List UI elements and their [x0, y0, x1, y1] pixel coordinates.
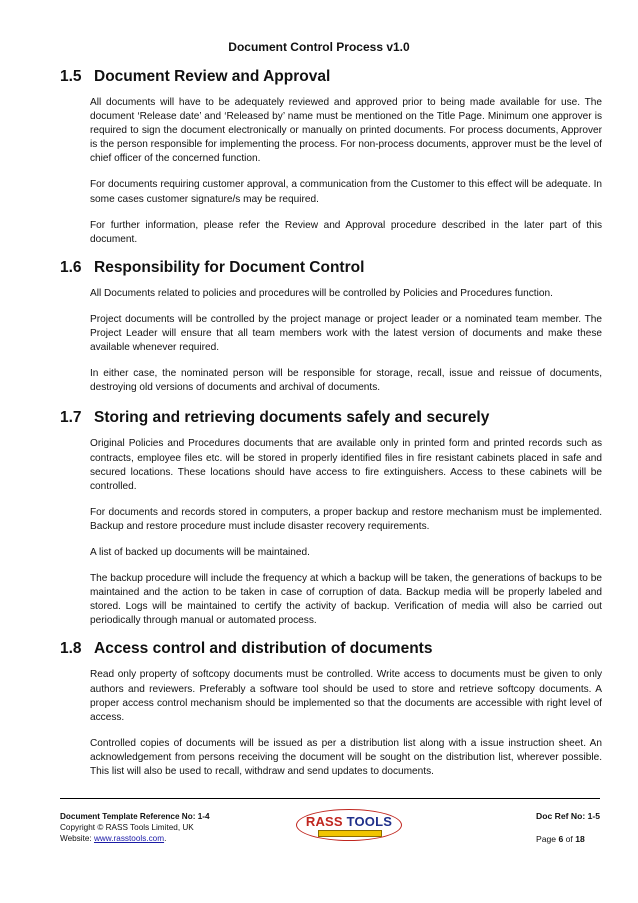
section-1-8: [60, 640, 602, 779]
section-title: Document Review and Approval: [94, 68, 331, 85]
page-prefix: Page: [536, 834, 559, 844]
logo-text-tools: TOOLS: [346, 814, 393, 829]
section-1-6: [60, 259, 602, 396]
page-header-title: Document Control Process v1.0: [228, 40, 410, 54]
page-footer: [60, 798, 600, 859]
website-line: [60, 833, 210, 844]
section-heading: [60, 259, 602, 277]
template-reference: Document Template Reference No: 1-4: [60, 812, 210, 821]
section-title: Access control and distribution of documents: [94, 640, 433, 658]
section-number: 1.8: [60, 640, 82, 658]
page-total: 18: [575, 834, 585, 844]
page-current: 6: [558, 834, 564, 844]
footer-right-block: [536, 811, 600, 845]
paragraph: In either case, the nominated person will be responsible for storage, recall, issue and reissue of documents, destroying old versions of documents and archival of documents.: [90, 368, 602, 394]
website-link[interactable]: www.rasstools.com: [93, 834, 165, 843]
website-label: Website:: [60, 834, 94, 843]
paragraph: Read only property of softcopy documents must be controlled. Write access to documents must be given to only authors and reviewers. Preferably a software tool should be used to store and retrieve softcopy documents. A proper access control mechanism should be implemented so that the documents are accessible with right level of access.: [90, 669, 602, 723]
paragraph: A list of backed up documents will be maintained.: [90, 546, 310, 558]
logo-wordmark: [296, 814, 402, 829]
section-heading: [60, 640, 602, 658]
section-1-7: [60, 409, 602, 628]
paragraph: The backup procedure will include the frequency at which a backup will be taken, the generations of backups to be maintained and the action to be taken in case of corruption of data. Backup media will be properly labeled and stored. Logs will be maintained to certify the activity of backup. Verification of media will also be carried out periodically through manual or automated process.: [90, 573, 602, 627]
paragraph: For further information, please refer the Review and Approval procedure described in the later part of this document.: [90, 219, 602, 245]
page-of: of: [563, 834, 576, 844]
copyright-text: Copyright © RASS Tools Limited, UK: [60, 823, 194, 832]
section-heading: [60, 409, 602, 427]
section-1-5: [60, 68, 602, 247]
section-number: 1.7: [60, 409, 82, 427]
footer-left-block: [60, 811, 210, 844]
doc-ref-number: Doc Ref No: 1-5: [536, 811, 600, 821]
logo-text-rass: RASS: [305, 814, 343, 829]
section-heading: [60, 68, 602, 86]
paragraph: Controlled copies of documents will be issued as per a distribution list along with a issue instruction sheet. An acknowledgement from persons receiving the document will be sought on the distribution list, wherever possible. This list will also be used to recall, withdraw and send updates to documents.: [90, 737, 602, 777]
section-title: Storing and retrieving documents safely and securely: [94, 409, 490, 427]
paragraph: Project documents will be controlled by the project manage or project leader or a nominated team member. The Project Leader will ensure that all team members work with the latest version of documents and make these available whenever required.: [90, 313, 602, 354]
paragraph: All documents will have to be adequately reviewed and approved prior to being made available for use. The document ‘Release date’ and ‘Released by’ name must be mentioned on the Title Page. Minimum one approver is required to sign the document electronically or manually on printed documents. For process documents, Approver is the person responsible for implementing the process. For non-process documents, approver must be the level of chief officer of the concerned function.: [90, 97, 602, 165]
rass-tools-logo: [296, 809, 402, 843]
page-number: [536, 834, 600, 845]
paragraph: All Documents related to policies and procedures will be controlled by Policies and Procedures function.: [90, 287, 553, 299]
paragraph: For documents requiring customer approval, a communication from the Customer to this effect will be adequate. In some cases customer signature/s may be required.: [90, 179, 602, 205]
paragraph: For documents and records stored in computers, a proper backup and restore mechanism must be implemented. Backup and restore procedure must include disaster recovery requirements.: [90, 506, 602, 532]
logo-ruler-bar: [318, 830, 382, 837]
section-number: 1.6: [60, 258, 82, 276]
section-number: 1.5: [60, 68, 82, 85]
website-suffix: .: [164, 834, 167, 843]
paragraph: Original Policies and Procedures documents that are available only in printed form and printed records such as contracts, employee files etc. will be stored in properly identified files in fire resistant cabinets placed in safe and secured locations. These locations should have access to fire extinguishers. Access to these cabinets will be controlled.: [90, 438, 602, 492]
document-body: [60, 68, 602, 791]
section-title: Responsibility for Document Control: [94, 258, 365, 276]
